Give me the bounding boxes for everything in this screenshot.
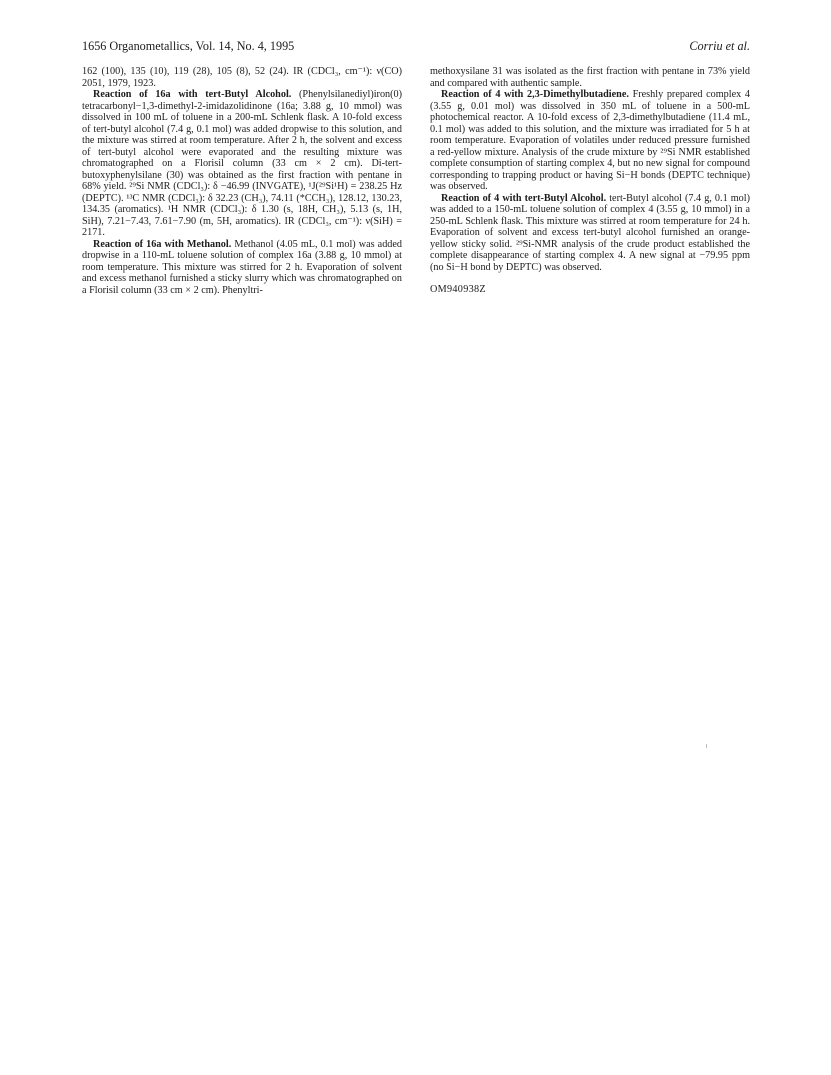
paragraph-heading: Reaction of 16a with tert-Butyl Alcohol. bbox=[93, 89, 292, 100]
journal-citation: 1656 Organometallics, Vol. 14, No. 4, 1995 bbox=[82, 39, 295, 53]
scan-speck bbox=[706, 744, 707, 748]
paragraph bbox=[82, 239, 402, 297]
right-text-column bbox=[430, 66, 750, 296]
paragraph bbox=[430, 66, 750, 89]
paragraph-heading: Reaction of 16a with Methanol. bbox=[93, 238, 232, 250]
paragraph bbox=[82, 89, 402, 239]
paragraph-text: methoxysilane 31 was isolated as the first fraction with pentane in 73% yield and compared with authentic sample. bbox=[430, 66, 750, 89]
paragraph-text: (Phenylsilanediyl)iron(0) tetracarbonyl−1,3-dimethyl-2-imidazolidinone (16a; 3.88 g, 10 mmol) was dissolved in 100 mL of toluene in a 200-mL Schlenk flask. A 10-fold excess of tert-butyl alcohol (7.4 g, 0.1 mol) was added dropwise to this solution, and the mixture was stirred at room temperature. After 2 h, the solvent and excess of tert-butyl alcohol were evaporated and the resulting mixture was chromatographed on a Florisil column (33 cm × 2 cm). Di-tert-butoxyphenylsilane (30) was obtained as the first fraction with pentane in 68% yield. ²⁹Si NMR (CDCl₃): δ −46.99 (INVGATE), ¹J(²⁹Si¹H) = 238.25 Hz (DEPTC). ¹³C NMR (CDCl₃): δ 32.23 (CH₃), 74.11 (*CCH₃), 128.12, 130.23, 134.35 (aromatics). ¹H NMR (CDCl₃): δ 1.30 (s, 18H, CH₃), 5.13 (s, 1H, SiH), 7.21−7.43, 7.61−7.90 (m, 5H, aromatics). IR (CDCl₃, cm⁻¹): ν(SiH) = 2171. bbox=[82, 89, 403, 238]
left-text-column bbox=[82, 66, 402, 296]
paragraph-heading: Reaction of 4 with 2,3-Dimethylbutadiene. bbox=[441, 89, 629, 100]
manuscript-id bbox=[430, 284, 750, 296]
paragraph bbox=[82, 66, 402, 89]
paragraph-text: OM940938Z bbox=[430, 284, 486, 295]
paragraph-text: 162 (100), 135 (10), 119 (28), 105 (8), 52 (24). IR (CDCl₃, cm⁻¹): ν(CO) 2051, 1979, 1923. bbox=[82, 66, 402, 89]
running-header bbox=[82, 39, 750, 57]
paragraph-text: Freshly prepared complex 4 (3.55 g, 0.01 mol) was dissolved in 350 mL of toluene in a 500-mL photochemical reactor. A 10-fold excess of 2,3-dimethylbutadiene (11.4 mL, 0.1 mol) was added to this solution, and the mixture was irradiated for 5 h at room temperature. Evaporation of volatiles under reduced pressure furnished a red-yellow mixture. Analysis of the crude mixture by ²⁹Si NMR established complete consumption of starting complex 4, but no new signal for compound corresponding to trapping product or having Si−H bonds (DEPTC technique) was observed. bbox=[430, 89, 750, 192]
paragraph bbox=[430, 193, 750, 274]
paragraph-text: tert-Butyl alcohol (7.4 g, 0.1 mol) was added to a 150-mL toluene solution of complex 4 (3.55 g, 10 mmol) in a 250-mL Schlenk flask. This mixture was stirred at room temperature for 24 h. Evaporation of solvent and excess tert-butyl alcohol furnished an orange-yellow sticky solid. ²⁹Si-NMR analysis of the crude product established the complete disappearance of starting complex 4. A new signal at −79.95 ppm (no Si−H bond by DEPTC) was observed. bbox=[430, 192, 750, 273]
authors: Corriu et al. bbox=[689, 39, 750, 53]
paragraph-heading: Reaction of 4 with tert-Butyl Alcohol. bbox=[441, 192, 607, 204]
paragraph-text: Methanol (4.05 mL, 0.1 mol) was added dropwise in a 110-mL toluene solution of complex 16a (3.88 g, 10 mmol) at room temperature. This mixture was stirred for 2 h. Evaporation of solvent and excess methanol furnished a sticky slurry which was chromatographed on a Florisil column (33 cm × 2 cm). Phenyltri- bbox=[82, 238, 403, 296]
paragraph bbox=[430, 89, 750, 193]
